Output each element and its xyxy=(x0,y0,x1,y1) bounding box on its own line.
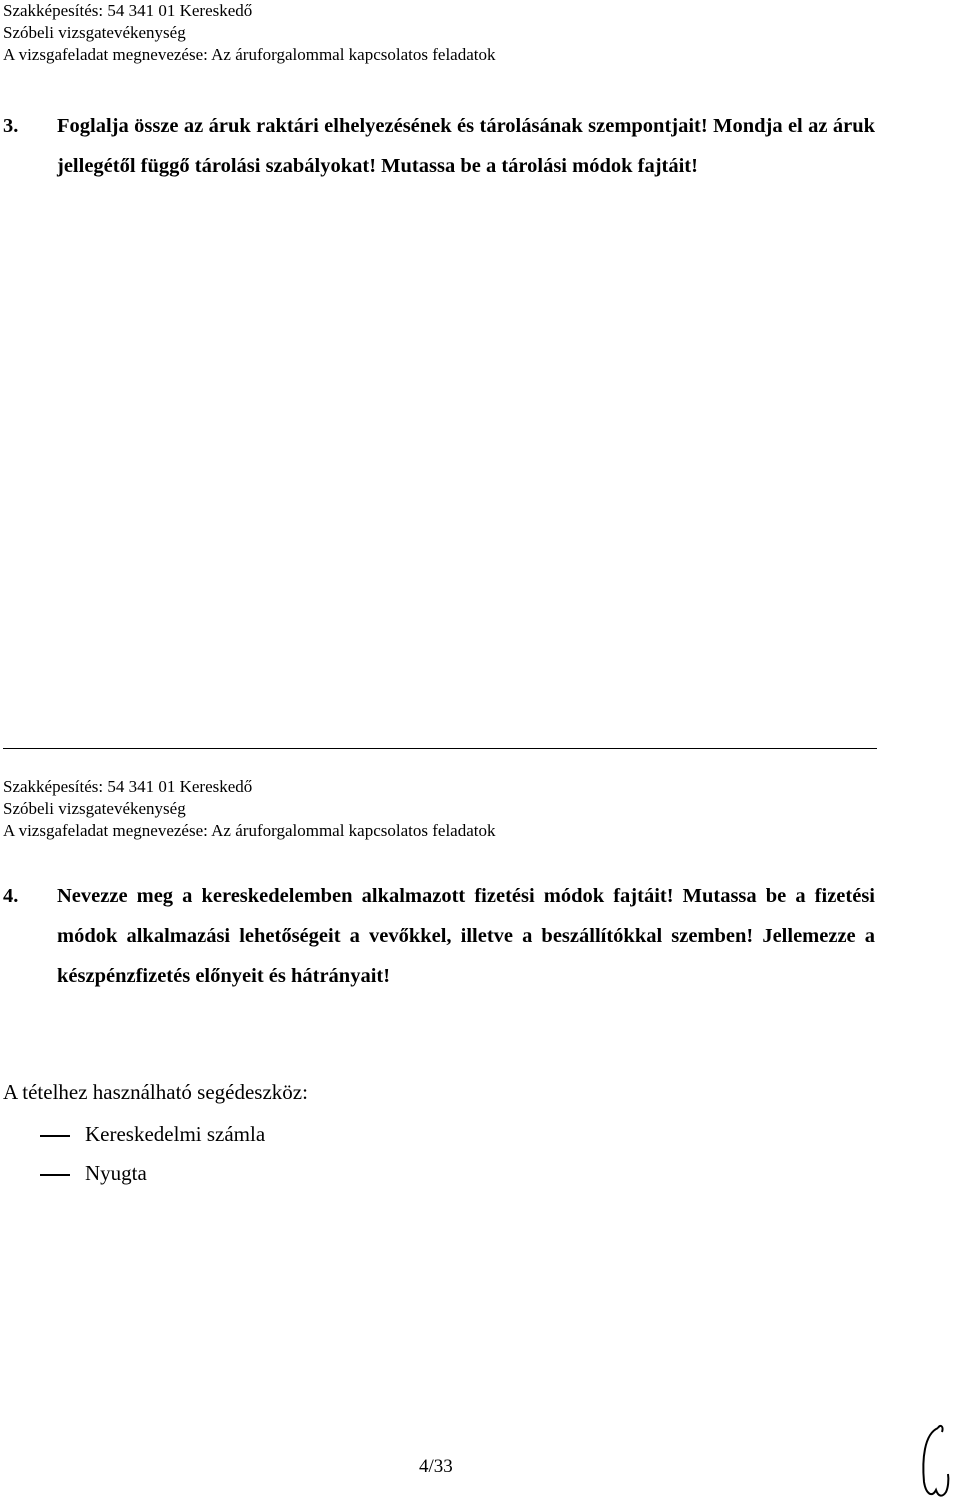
question-number: 3. xyxy=(3,115,19,137)
exam-type-line: Szóbeli vizsgatevékenység xyxy=(3,799,186,818)
task-name-line: A vizsgafeladat megnevezése: Az áruforgalommal kapcsolatos feladatok xyxy=(3,821,496,840)
question-text: Foglalja össze az áruk raktári elhelyezésének és tárolásának szempontjait! Mondja el az áruk jellegétől függő tárolási szabályokat! Mutassa be a tárolási módok fajtáit! xyxy=(57,115,875,177)
aid-item-label: Nyugta xyxy=(85,1161,147,1185)
aids-title: A tételhez használható segédeszköz: xyxy=(3,1080,308,1104)
question-number: 4. xyxy=(3,885,19,907)
question-4 xyxy=(3,876,875,996)
dash-bullet xyxy=(40,1135,70,1137)
task-name-line: A vizsgafeladat megnevezése: Az áruforgalommal kapcsolatos feladatok xyxy=(3,45,496,64)
page-header-bottom xyxy=(3,776,496,842)
aid-item xyxy=(40,1122,265,1147)
question-text: Nevezze meg a kereskedelemben alkalmazott fizetési módok fajtáit! Mutassa be a fizetési módok alkalmazási lehetőségeit a vevőkkel, illetve a beszállítókkal szemben! Jellemezze a készpénzfizetés előnyeit és hátrányait! xyxy=(57,885,875,987)
aid-item xyxy=(40,1161,147,1186)
aid-item-label: Kereskedelmi számla xyxy=(85,1122,266,1146)
qualification-line: Szakképesítés: 54 341 01 Kereskedő xyxy=(3,1,253,20)
page-header-top xyxy=(3,0,496,66)
exam-type-line: Szóbeli vizsgatevékenység xyxy=(3,23,186,42)
page-divider xyxy=(3,748,877,749)
handwritten-initial xyxy=(918,1420,954,1500)
qualification-line: Szakképesítés: 54 341 01 Kereskedő xyxy=(3,777,253,796)
page-number: 4/33 xyxy=(419,1456,453,1477)
question-3 xyxy=(3,106,875,186)
dash-bullet xyxy=(40,1174,70,1176)
